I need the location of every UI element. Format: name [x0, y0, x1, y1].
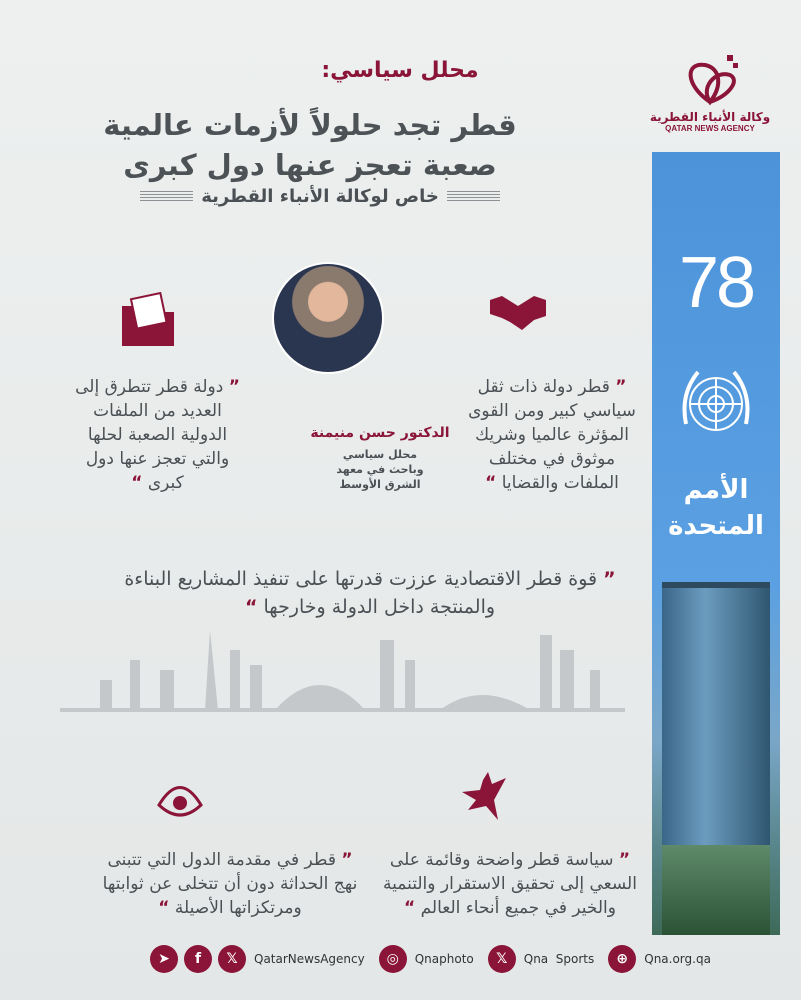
quote-5 [100, 848, 360, 920]
close-quote-mark: “ [131, 473, 143, 493]
divider-lines [447, 191, 500, 202]
person-portrait [272, 262, 384, 374]
close-quote-mark: “ [158, 898, 170, 918]
quote-4 [380, 848, 640, 920]
un-name-line1: الأمم [683, 475, 749, 505]
person-role [300, 447, 460, 492]
social-footer [150, 945, 719, 973]
account-qna-sports[interactable]: Qna Sports [523, 952, 595, 966]
account-qnaphoto[interactable]: Qnaphoto [414, 952, 474, 966]
instagram-icon[interactable]: ◎ [379, 945, 407, 973]
pearl-oyster-icon [155, 775, 205, 825]
x-icon[interactable]: 𝕏 [488, 945, 516, 973]
close-quote-mark: “ [404, 898, 416, 918]
quote-text: قطر دولة ذات ثقل سياسي كبير ومن القوى المؤثرة عالميا وشريك موثوق في مختلف الملفات والقضايا [468, 377, 636, 493]
open-quote-mark: ” [615, 377, 627, 397]
role-line: الشرق الأوسط [339, 478, 421, 491]
open-quote-mark: ” [228, 377, 240, 397]
open-quote-mark: ” [618, 850, 631, 870]
close-quote-mark: “ [244, 596, 258, 618]
anniversary-number: 78 [678, 243, 754, 323]
account-qatarnewsagency[interactable]: QatarNewsAgency [254, 952, 365, 966]
quote-1 [466, 375, 638, 495]
qna-atom-icon [675, 50, 745, 110]
headline-line2: صعبة تعجز عنها دول كبرى [123, 148, 497, 182]
quote-text: سياسة قطر واضحة وقائمة على السعي إلى تحقيق الاستقرار والتنمية والخير في جميع أنحاء العالم [383, 850, 637, 918]
un-name [652, 472, 780, 544]
facebook-icon[interactable]: f [184, 945, 212, 973]
quote-2 [70, 375, 245, 495]
website-link[interactable]: Qna.org.qa [644, 952, 711, 966]
person-caption [300, 425, 460, 492]
headline-line1: قطر تجد حلولاً لأزمات عالمية [103, 108, 517, 142]
logo-arabic: وكالة الأنباء القطرية [649, 110, 771, 124]
quote-text: قوة قطر الاقتصادية عززت قدرتها على تنفيذ المشاريع البناءة والمنتجة داخل الدولة وخارجها [124, 568, 598, 618]
role-line: محلل سياسي [342, 448, 418, 461]
telegram-icon[interactable]: ➤ [150, 945, 178, 973]
exclusive-banner [140, 186, 500, 207]
x-icon[interactable]: 𝕏 [218, 945, 246, 973]
person-name: الدكتور حسن منيمنة [310, 425, 450, 441]
subtitle: محلل سياسي: [321, 58, 479, 83]
headline [90, 105, 530, 185]
globe-icon[interactable]: ⊕ [608, 945, 636, 973]
exclusive-label: خاص لوكالة الأنباء القطرية [201, 186, 439, 207]
quote-3 [120, 565, 620, 621]
logo-english: QATAR NEWS AGENCY [665, 124, 755, 133]
quote-text: قطر في مقدمة الدول التي تتبنى نهج الحداثة دون أن تتخلى عن ثوابتها ومرتكزاتها الأصيلة [102, 850, 358, 918]
un-emblem-icon [676, 364, 756, 444]
folder-icon [118, 292, 178, 348]
close-quote-mark: “ [485, 473, 497, 493]
qna-logo [640, 50, 780, 150]
un-side-panel [652, 152, 780, 935]
doha-skyline-icon [60, 620, 625, 715]
un-building-image [662, 582, 770, 935]
un-name-line2: المتحدة [668, 511, 764, 541]
role-line: وباحث في معهد [336, 463, 424, 476]
open-quote-mark: ” [341, 850, 353, 870]
open-quote-mark: ” [603, 568, 616, 590]
handshake-icon [488, 292, 548, 332]
dove-icon [458, 770, 508, 825]
quote-text: دولة قطر تتطرق إلى العديد من الملفات الدولية الصعبة لحلها والتي تعجز عنها دول كبرى [75, 377, 230, 493]
divider-lines [140, 191, 193, 202]
